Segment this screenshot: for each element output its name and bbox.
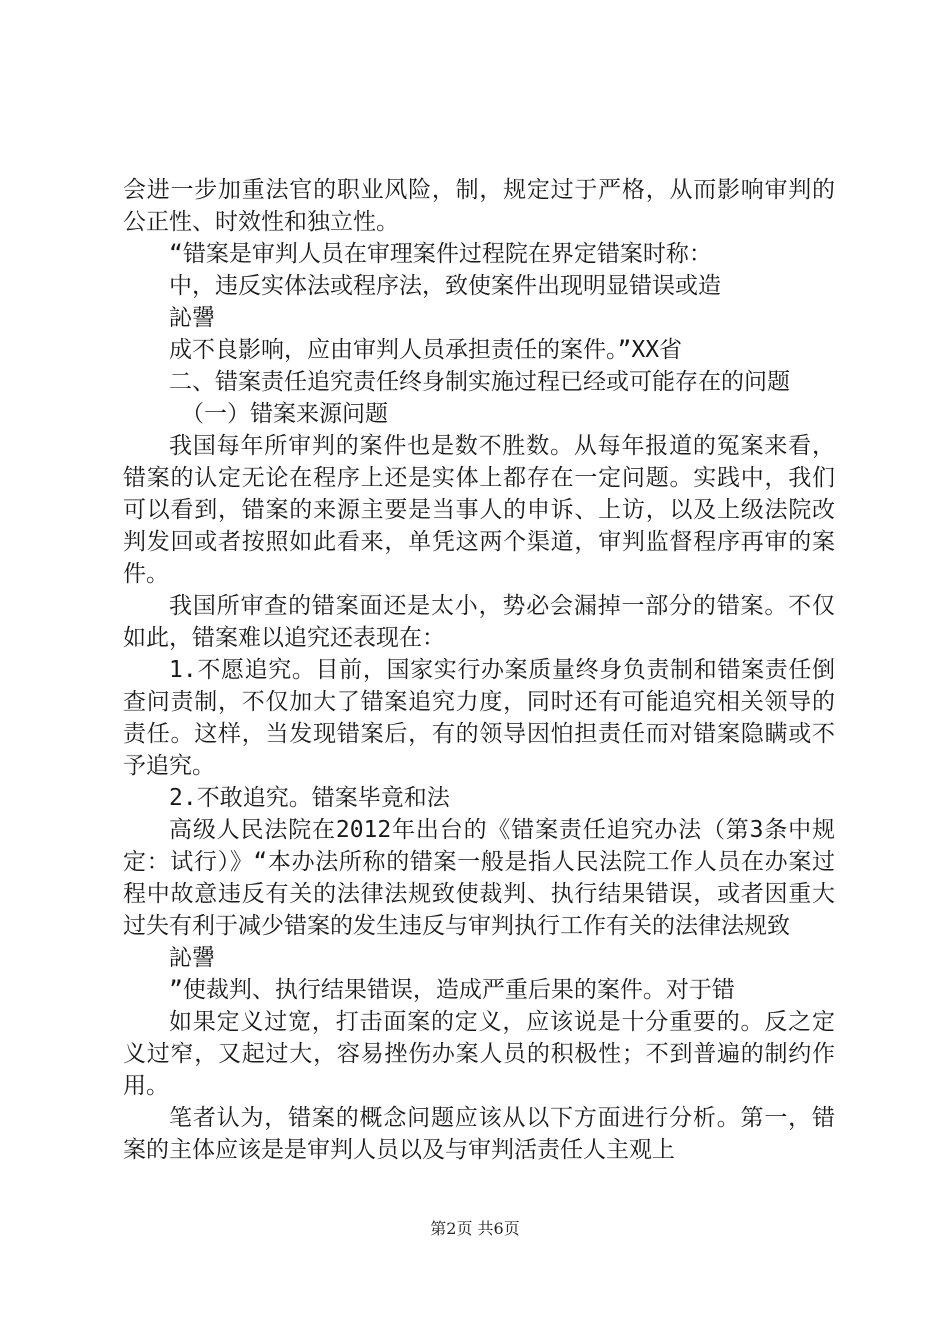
paragraph: 訫謽 (169, 305, 215, 331)
paragraph: 我国所审查的错案面还是太小，势必会漏掉一部分的错案。不仅如此，错案难以追究还表现在： (123, 593, 835, 651)
paragraph: 如果定义过宽，打击面案的定义，应该说是十分重要的。反之定义过窄，又起过大，容易挫伤办案人员的积极性；不到普遍的制约作用。 (123, 1009, 835, 1099)
document-body (123, 174, 835, 1166)
section-heading: 二、错案责任追究责任终身制实施过程已经或可能存在的问题 (169, 369, 790, 395)
paragraph: 訫謽 (169, 945, 215, 971)
page-footer (0, 1216, 950, 1239)
paragraph: 成不良影响，应由审判人员承担责任的案件。”XX省 (169, 337, 683, 363)
list-item: 2.不敢追究。错案毕竟和法 (169, 785, 450, 811)
subsection-heading: （一）错案来源问题 (181, 401, 388, 427)
paragraph: 高级人民法院在2012年出台的《错案责任追究办法（第3条中规定：试行）》“本办法所称的错案一般是指人民法院工作人员在办案过程中故意违反有关的法律法规致使裁判、执行结果错误，或者因重大过失有利于减少错案的发生违反与审判执行工作有关的法律法规致 (123, 817, 835, 939)
paragraph: ”使裁判、执行结果错误，造成严重后果的案件。对于错 (169, 977, 735, 1003)
page-number: 第2页 共6页 (430, 1219, 520, 1238)
paragraph: 中，违反实体法或程序法，致使案件出现明显错误或造 (169, 273, 721, 299)
paragraph: “错案是审判人员在审理案件过程院在界定错案时称： (169, 241, 712, 267)
paragraph: 笔者认为，错案的概念问题应该从以下方面进行分析。第一，错案的主体应该是是审判人员以及与审判活责任人主观上 (123, 1105, 835, 1163)
list-item: 1.不愿追究。目前，国家实行办案质量终身负责制和错案责任倒查问责制，不仅加大了错案追究力度，同时还有可能追究相关领导的责任。这样，当发现错案后，有的领导因怕担责任而对错案隐瞒或不予追究。 (123, 657, 835, 779)
paragraph: 我国每年所审判的案件也是数不胜数。从每年报道的冤案来看，错案的认定无论在程序上还是实体上都存在一定问题。实践中，我们可以看到，错案的来源主要是当事人的申诉、上访，以及上级法院改判发回或者按照如此看来，单凭这两个渠道，审判监督程序再审的案件。 (123, 433, 835, 587)
paragraph: 会进一步加重法官的职业风险，制，规定过于严格，从而影响审判的公正性、时效性和独立性。 (123, 177, 835, 235)
